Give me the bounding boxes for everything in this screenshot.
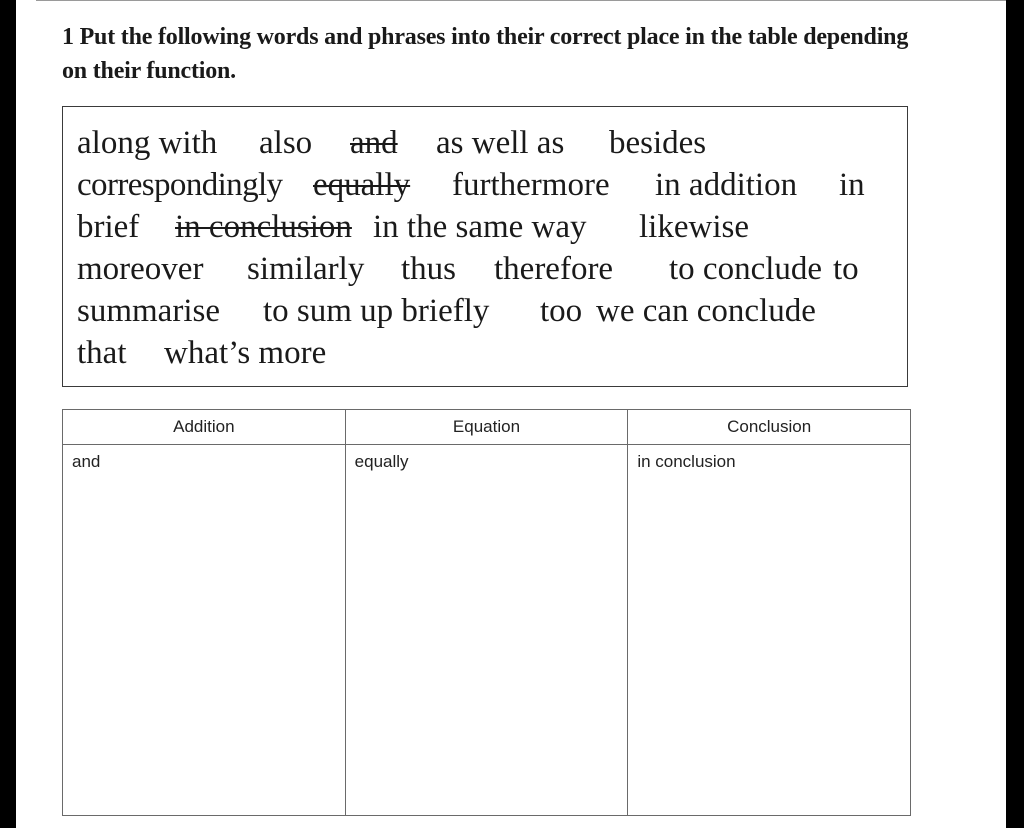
word-bank-item: to sum up briefly (263, 293, 490, 329)
word-bank-item-crossed-out: equally (313, 167, 411, 203)
word-bank-box (62, 106, 908, 387)
worksheet-page (16, 0, 1006, 828)
word-bank-item: too (540, 293, 583, 329)
word-bank-item-crossed-out: and (350, 125, 398, 161)
word-bank-item: also (259, 125, 313, 161)
word-bank-item: as well as (436, 125, 565, 161)
word-bank-item: therefore (494, 251, 614, 287)
word-bank-item: in the same way (373, 209, 587, 245)
equation-cell: equally (345, 445, 628, 816)
word-bank-item: in (839, 167, 865, 203)
word-bank-item-crossed-out: in conclusion (175, 209, 352, 245)
word-bank-item: to conclude (669, 251, 823, 287)
addition-cell: and (63, 445, 346, 816)
function-table (62, 409, 911, 816)
word-bank-item: brief (77, 209, 140, 245)
column-header-equation: Equation (345, 410, 628, 445)
word-bank-item: we can conclude (596, 293, 816, 329)
word-bank-item: that (77, 335, 127, 371)
word-bank-item: along with (77, 125, 218, 161)
column-header-addition: Addition (63, 410, 346, 445)
table-header-row (63, 410, 911, 445)
word-bank-item: besides (609, 125, 707, 161)
word-bank-item: furthermore (452, 167, 610, 203)
word-bank-item: moreover (77, 251, 204, 287)
word-bank-item: summarise (77, 293, 220, 329)
word-bank-item: what’s more (164, 335, 327, 371)
column-header-conclusion: Conclusion (628, 410, 911, 445)
table-row (63, 445, 911, 816)
word-bank-item: similarly (247, 251, 365, 287)
word-bank-item: thus (401, 251, 457, 287)
top-divider (36, 0, 1006, 1)
word-bank-item: in addition (655, 167, 798, 203)
conclusion-cell: in conclusion (628, 445, 911, 816)
word-bank-item: likewise (639, 209, 749, 245)
exercise-instruction: 1 Put the following words and phrases into their correct place in the table depending on their function. (62, 24, 909, 84)
word-bank-item: correspondingly (77, 167, 283, 203)
word-bank-item: to (833, 251, 859, 287)
